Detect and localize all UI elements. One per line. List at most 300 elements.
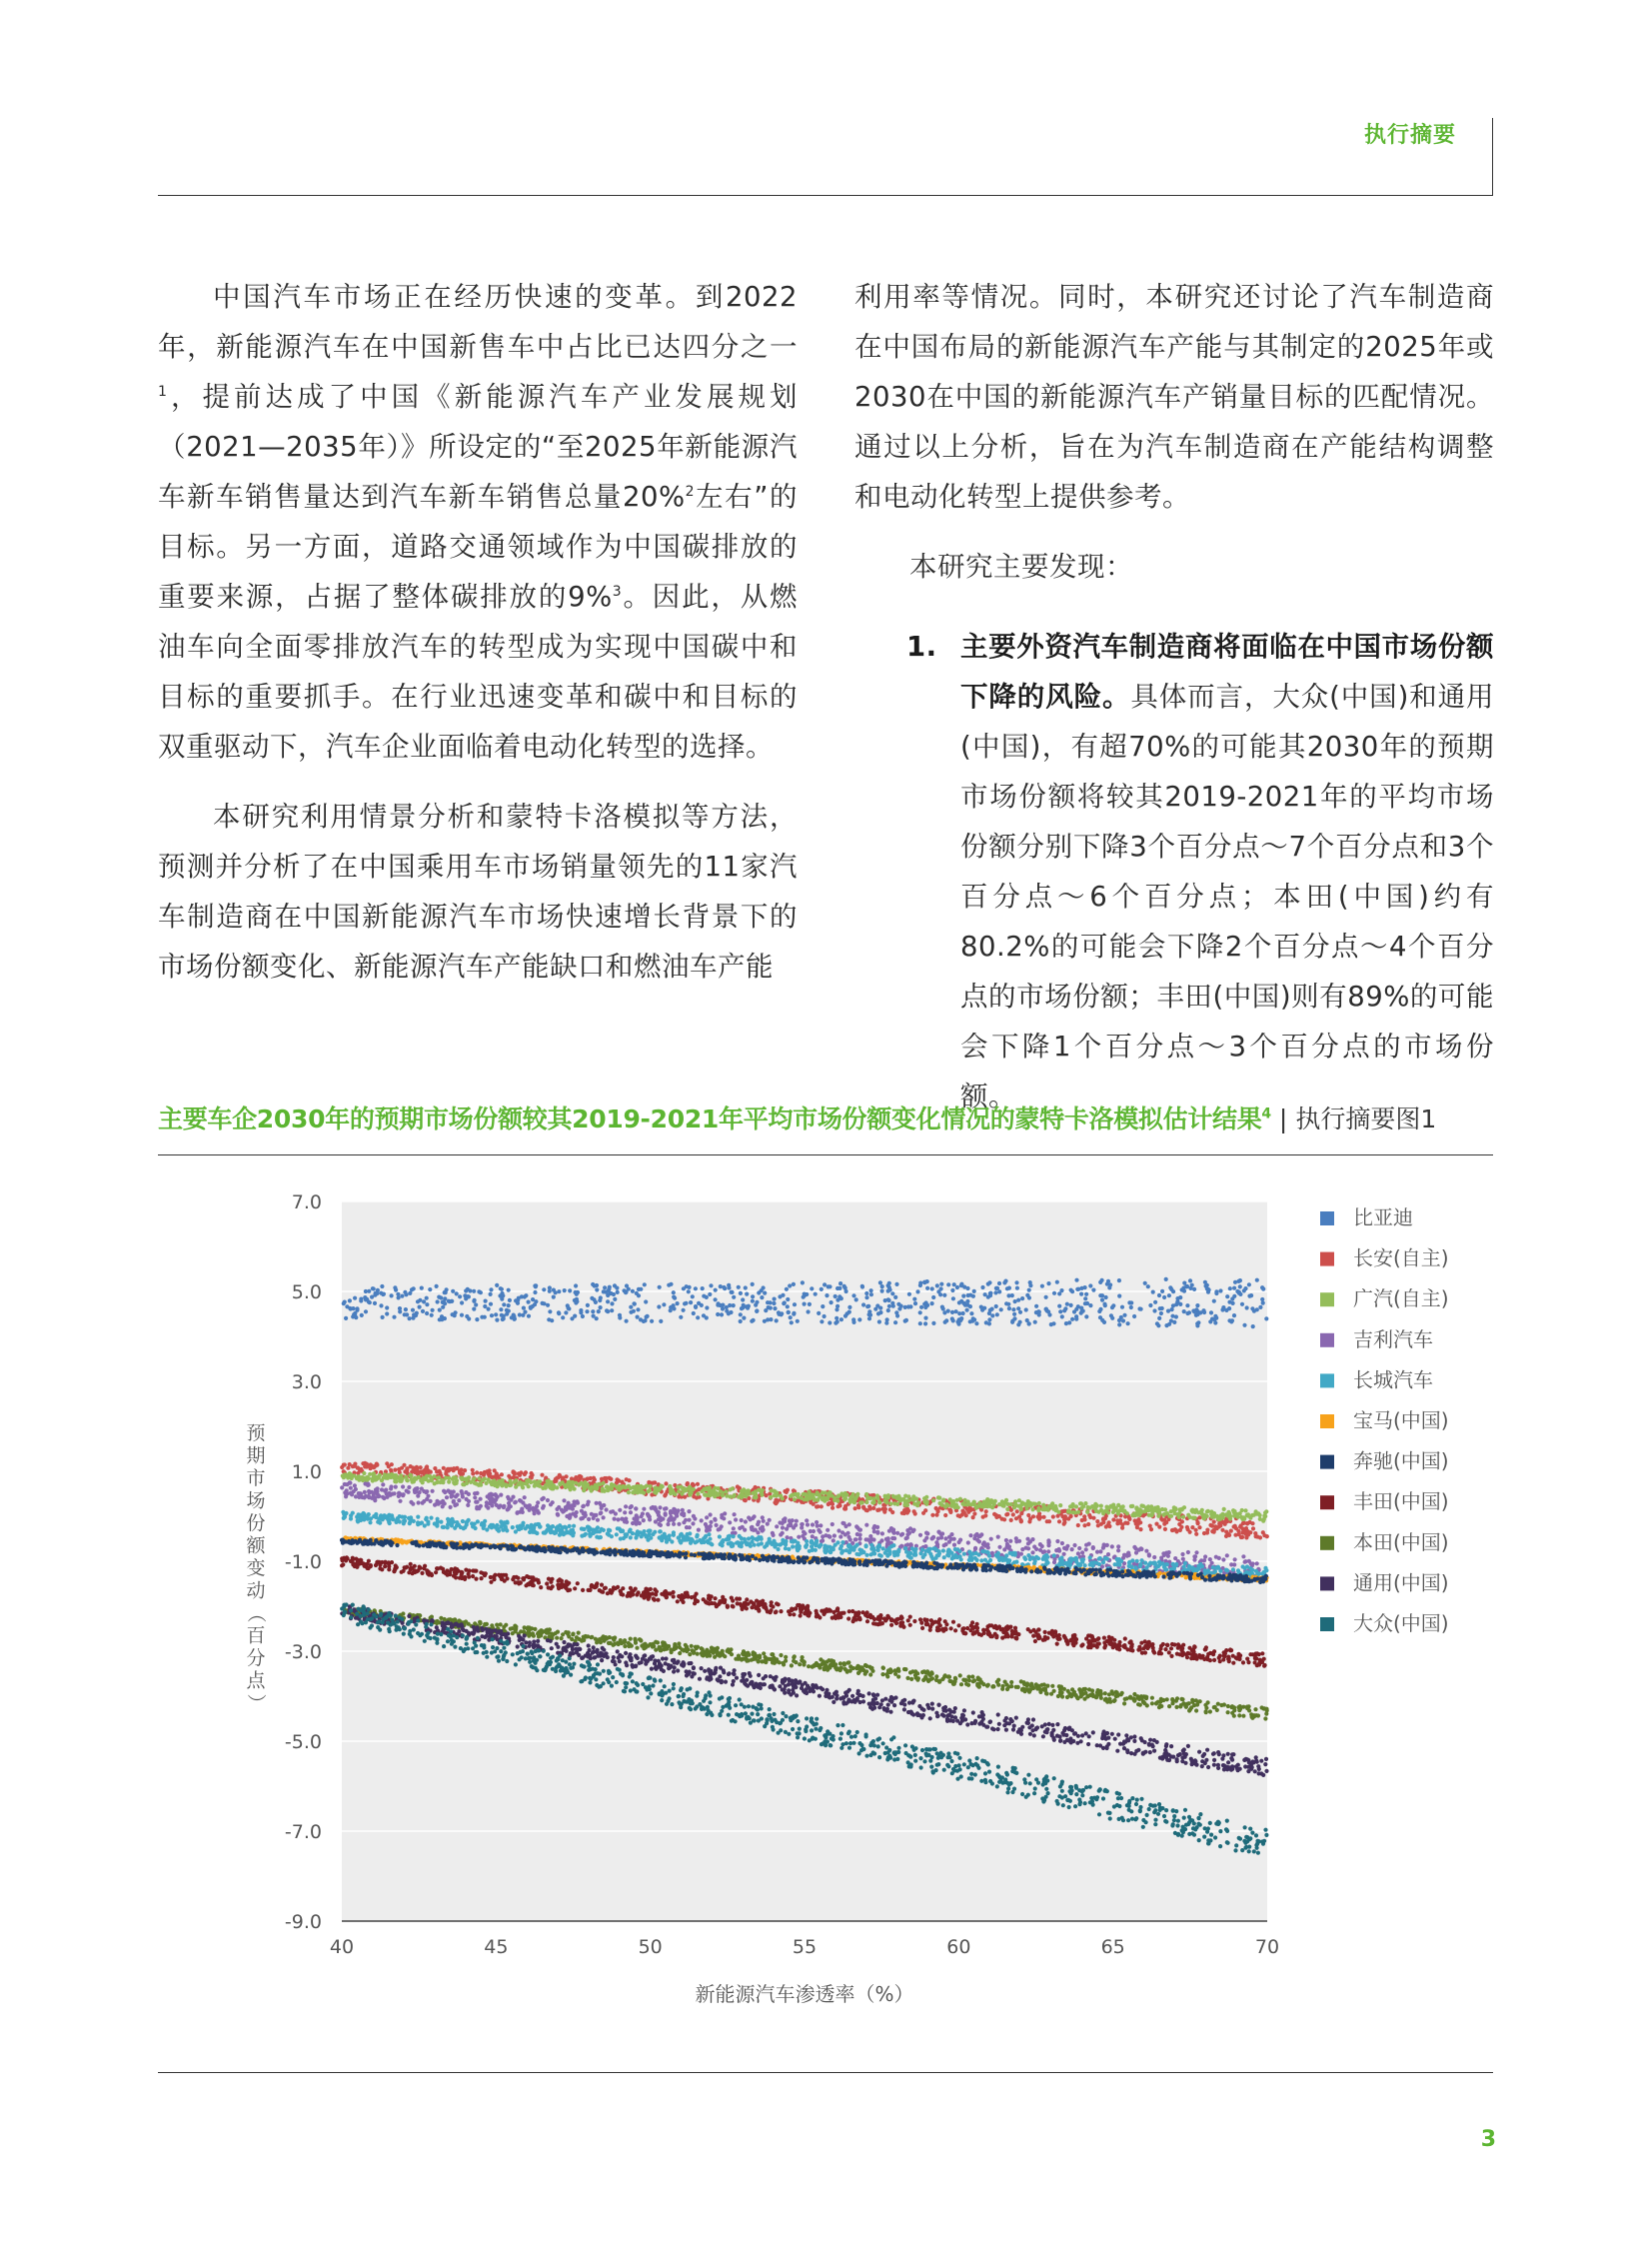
data-point (912, 1297, 916, 1301)
data-point (1180, 1552, 1184, 1556)
data-point (1117, 1322, 1121, 1326)
data-point (997, 1289, 1001, 1293)
data-point (654, 1486, 658, 1490)
data-point (880, 1531, 884, 1535)
data-point (954, 1309, 958, 1313)
data-point (568, 1288, 572, 1292)
data-point (972, 1500, 976, 1504)
data-point (797, 1495, 801, 1499)
data-point (489, 1292, 493, 1296)
data-point (1007, 1306, 1011, 1310)
data-point (561, 1315, 565, 1319)
data-point (1144, 1549, 1148, 1553)
data-point (1045, 1519, 1049, 1523)
data-point (1143, 1561, 1147, 1565)
data-point (725, 1305, 729, 1309)
data-point (1194, 1528, 1198, 1532)
data-point (1243, 1532, 1247, 1536)
data-point (1011, 1307, 1015, 1311)
data-point (534, 1530, 538, 1534)
data-point (804, 1492, 808, 1496)
data-point (911, 1529, 915, 1533)
data-point (359, 1467, 363, 1471)
data-point (1094, 1509, 1098, 1513)
data-point (1014, 1539, 1018, 1543)
data-point (657, 1510, 661, 1514)
data-point (1194, 1532, 1198, 1536)
data-point (531, 1297, 535, 1301)
data-point (396, 1517, 400, 1521)
data-point (410, 1518, 414, 1522)
data-point (692, 1494, 696, 1498)
data-point (617, 1485, 621, 1489)
data-point (1206, 1287, 1210, 1291)
data-point (1051, 1514, 1055, 1518)
data-point (1220, 1512, 1224, 1516)
data-point (899, 1544, 903, 1548)
data-point (846, 1544, 850, 1548)
data-point (561, 1509, 565, 1513)
data-point (592, 1476, 596, 1480)
data-point (1079, 1501, 1083, 1505)
data-point (1042, 1504, 1046, 1508)
data-point (636, 1307, 640, 1311)
data-point (721, 1493, 725, 1497)
data-point (502, 1504, 506, 1508)
data-point (402, 1519, 406, 1523)
data-point (830, 1506, 834, 1510)
data-point (372, 1465, 376, 1469)
data-point (390, 1472, 394, 1476)
data-point (516, 1301, 520, 1305)
data-point (988, 1499, 992, 1503)
data-point (691, 1521, 695, 1525)
data-point (751, 1535, 755, 1539)
data-point (988, 1308, 992, 1312)
data-point (705, 1528, 709, 1532)
data-point (1085, 1510, 1089, 1514)
data-point (341, 1510, 345, 1514)
data-point (351, 1306, 355, 1310)
data-point (562, 1498, 566, 1502)
data-point (398, 1499, 402, 1503)
data-point (520, 1507, 524, 1511)
data-point (1119, 1505, 1123, 1509)
data-point (664, 1492, 668, 1496)
data-point (631, 1289, 635, 1293)
data-point (922, 1302, 926, 1306)
data-point (1055, 1514, 1059, 1518)
data-point (1014, 1560, 1018, 1564)
data-point (694, 1286, 698, 1290)
data-point (397, 1467, 401, 1471)
data-point (1264, 1316, 1268, 1320)
data-point (1195, 1303, 1199, 1307)
data-point (602, 1488, 606, 1492)
data-point (734, 1517, 738, 1521)
data-point (544, 1530, 548, 1534)
data-point (1069, 1303, 1073, 1307)
data-point (461, 1519, 465, 1523)
data-point (677, 1494, 681, 1498)
data-point (524, 1470, 528, 1474)
data-point (821, 1497, 825, 1501)
data-point (1192, 1287, 1196, 1291)
data-point (935, 1507, 939, 1511)
data-point (1005, 1542, 1009, 1546)
data-point (566, 1303, 570, 1307)
data-point (653, 1530, 657, 1534)
data-point (875, 1525, 879, 1529)
data-point (390, 1513, 394, 1517)
data-point (1075, 1287, 1079, 1291)
data-point (542, 1496, 546, 1500)
data-point (1077, 1546, 1081, 1550)
data-point (676, 1485, 680, 1489)
data-point (472, 1289, 476, 1293)
data-point (760, 1541, 764, 1545)
data-point (1174, 1314, 1178, 1318)
data-point (483, 1519, 487, 1523)
data-point (836, 1493, 840, 1497)
data-point (633, 1302, 637, 1306)
data-point (768, 1518, 772, 1522)
data-point (990, 1313, 994, 1317)
data-point (647, 1489, 651, 1493)
data-point (1222, 1507, 1226, 1511)
data-point (1228, 1286, 1232, 1290)
data-point (518, 1473, 522, 1477)
data-point (839, 1317, 843, 1321)
data-point (648, 1515, 652, 1519)
data-point (678, 1539, 682, 1543)
data-point (1024, 1502, 1028, 1506)
data-point (394, 1479, 398, 1483)
data-point (1044, 1307, 1048, 1311)
data-point (541, 1506, 545, 1510)
data-point (1014, 1280, 1018, 1284)
data-point (348, 1462, 352, 1466)
data-point (612, 1292, 616, 1296)
data-point (838, 1281, 842, 1285)
data-point (786, 1488, 790, 1492)
data-point (1107, 1520, 1111, 1524)
data-point (1250, 1521, 1254, 1525)
data-point (1149, 1508, 1153, 1512)
data-point (344, 1316, 348, 1320)
data-point (766, 1317, 770, 1321)
data-point (869, 1292, 873, 1296)
data-point (773, 1544, 777, 1548)
data-point (1236, 1529, 1240, 1533)
data-point (1130, 1513, 1134, 1517)
data-point (379, 1303, 383, 1307)
data-point (941, 1306, 945, 1310)
data-point (1002, 1504, 1006, 1508)
data-point (689, 1300, 693, 1304)
data-point (839, 1544, 843, 1548)
data-point (475, 1505, 479, 1509)
data-point (1236, 1279, 1240, 1283)
data-point (1037, 1310, 1041, 1314)
data-point (995, 1312, 999, 1316)
data-point (605, 1484, 609, 1488)
data-point (847, 1522, 851, 1526)
data-point (579, 1516, 583, 1520)
data-point (1181, 1557, 1185, 1561)
data-point (527, 1300, 531, 1304)
data-point (1125, 1552, 1129, 1556)
data-point (997, 1281, 1001, 1285)
data-point (453, 1503, 457, 1507)
data-point (1164, 1520, 1168, 1524)
data-point (893, 1320, 897, 1324)
data-point (599, 1511, 603, 1515)
data-point (1196, 1510, 1200, 1514)
data-point (909, 1556, 913, 1560)
data-point (370, 1490, 374, 1494)
data-point (1252, 1309, 1256, 1313)
data-point (467, 1492, 471, 1496)
data-point (682, 1308, 686, 1312)
data-point (765, 1541, 769, 1545)
data-point (627, 1490, 631, 1494)
data-point (1018, 1310, 1022, 1314)
data-point (1243, 1560, 1247, 1564)
data-point (1175, 1512, 1179, 1516)
data-point (694, 1305, 698, 1309)
data-point (983, 1513, 987, 1517)
data-point (952, 1537, 956, 1541)
data-point (739, 1319, 743, 1323)
data-point (896, 1548, 900, 1552)
data-point (597, 1535, 601, 1539)
data-point (893, 1550, 897, 1554)
data-point (1042, 1515, 1046, 1519)
data-point (1155, 1509, 1159, 1513)
data-point (948, 1510, 952, 1514)
right-column (854, 272, 1494, 1141)
data-point (452, 1476, 456, 1480)
data-point (576, 1290, 580, 1294)
data-point (511, 1525, 515, 1529)
data-point (558, 1482, 562, 1486)
data-point (1057, 1519, 1061, 1523)
data-point (370, 1496, 374, 1500)
data-point (491, 1492, 495, 1496)
data-point (668, 1484, 672, 1488)
data-point (930, 1301, 934, 1305)
data-point (557, 1310, 561, 1314)
data-point (807, 1309, 811, 1313)
data-point (1218, 1288, 1222, 1292)
data-point (1076, 1523, 1080, 1527)
data-point (572, 1524, 576, 1528)
data-point (1033, 1320, 1037, 1324)
data-point (833, 1294, 837, 1298)
data-point (751, 1299, 755, 1303)
data-point (1186, 1527, 1190, 1531)
data-point (778, 1294, 782, 1298)
data-point (1242, 1517, 1246, 1521)
data-point (537, 1511, 541, 1515)
data-point (1013, 1299, 1017, 1303)
data-point (864, 1543, 868, 1547)
data-point (354, 1494, 358, 1498)
data-point (1059, 1288, 1063, 1292)
data-point (1210, 1561, 1214, 1565)
data-point (594, 1513, 598, 1517)
data-point (475, 1491, 479, 1495)
data-point (934, 1513, 938, 1517)
data-point (739, 1493, 743, 1497)
data-point (606, 1293, 610, 1297)
data-point (922, 1280, 926, 1284)
data-point (1115, 1557, 1119, 1561)
data-point (429, 1499, 433, 1503)
data-point (1206, 1509, 1210, 1513)
data-point (1161, 1513, 1165, 1517)
data-point (602, 1503, 606, 1507)
data-point (1217, 1556, 1221, 1560)
data-point (1261, 1301, 1265, 1305)
data-point (838, 1534, 842, 1538)
data-point (606, 1309, 610, 1313)
data-point (424, 1517, 428, 1521)
data-point (577, 1482, 581, 1486)
data-point (450, 1493, 454, 1497)
data-point (869, 1288, 873, 1292)
data-point (507, 1288, 511, 1292)
data-point (1084, 1547, 1088, 1551)
data-point (634, 1506, 638, 1510)
data-point (792, 1538, 796, 1542)
data-point (943, 1320, 947, 1324)
data-point (1042, 1549, 1046, 1553)
data-point (1263, 1514, 1267, 1518)
data-point (1177, 1522, 1181, 1526)
data-point (1184, 1284, 1188, 1288)
data-point (546, 1523, 550, 1527)
data-point (1125, 1521, 1129, 1525)
data-point (766, 1522, 770, 1526)
data-point (509, 1483, 513, 1487)
data-point (923, 1321, 927, 1325)
data-point (603, 1285, 607, 1289)
data-point (669, 1515, 673, 1519)
data-point (1002, 1547, 1006, 1551)
data-point (479, 1497, 483, 1501)
data-point (775, 1524, 779, 1528)
data-point (1101, 1546, 1105, 1550)
data-point (1245, 1521, 1249, 1525)
data-point (450, 1519, 454, 1523)
data-point (1212, 1299, 1216, 1303)
data-point (938, 1532, 942, 1536)
chart-container (158, 1159, 1493, 2009)
data-point (488, 1524, 492, 1528)
data-point (943, 1513, 947, 1517)
data-point (948, 1497, 952, 1501)
data-point (1047, 1540, 1051, 1544)
data-point (500, 1524, 504, 1528)
data-point (1027, 1295, 1031, 1299)
data-point (1120, 1522, 1124, 1526)
data-point (405, 1468, 409, 1472)
data-point (610, 1534, 614, 1538)
data-point (1214, 1289, 1218, 1293)
data-point (1230, 1296, 1234, 1300)
data-point (1167, 1293, 1171, 1297)
data-point (852, 1500, 856, 1504)
data-point (1086, 1505, 1090, 1509)
data-point (959, 1557, 963, 1561)
data-point (778, 1542, 782, 1546)
data-point (1031, 1514, 1035, 1518)
data-point (385, 1492, 389, 1496)
data-point (840, 1530, 844, 1534)
data-point (733, 1512, 737, 1516)
data-point (618, 1508, 622, 1512)
data-point (359, 1297, 363, 1301)
data-point (485, 1504, 489, 1508)
data-point (1215, 1526, 1219, 1530)
data-point (1119, 1315, 1123, 1319)
data-point (1055, 1539, 1059, 1543)
data-point (831, 1538, 835, 1542)
data-point (343, 1462, 347, 1466)
data-point (1232, 1313, 1236, 1317)
data-point (511, 1495, 515, 1499)
data-point (982, 1500, 986, 1504)
data-point (1240, 1508, 1244, 1512)
data-point (715, 1523, 719, 1527)
data-point (1174, 1302, 1178, 1306)
data-point (533, 1290, 537, 1294)
data-point (1138, 1508, 1142, 1512)
data-point (745, 1304, 749, 1308)
data-point (1232, 1509, 1236, 1513)
data-point (1241, 1564, 1245, 1568)
data-point (1127, 1564, 1131, 1568)
data-point (847, 1310, 851, 1314)
data-point (941, 1548, 945, 1552)
data-point (906, 1304, 910, 1308)
data-point (1111, 1517, 1115, 1521)
data-point (474, 1302, 478, 1306)
data-point (729, 1487, 733, 1491)
data-point (946, 1282, 950, 1286)
data-point (1013, 1499, 1017, 1503)
data-point (1006, 1293, 1010, 1297)
data-point (688, 1525, 692, 1529)
data-point (1070, 1317, 1074, 1321)
data-point (1197, 1525, 1201, 1529)
data-point (575, 1499, 579, 1503)
data-point (1139, 1546, 1143, 1550)
data-point (951, 1296, 955, 1300)
data-point (695, 1534, 699, 1538)
data-point (353, 1311, 357, 1315)
data-point (500, 1313, 504, 1317)
data-point (516, 1510, 520, 1514)
data-point (400, 1294, 404, 1298)
data-point (1147, 1552, 1151, 1556)
data-point (406, 1478, 410, 1482)
data-point (739, 1291, 743, 1295)
data-point (1069, 1514, 1073, 1518)
data-point (855, 1494, 859, 1498)
